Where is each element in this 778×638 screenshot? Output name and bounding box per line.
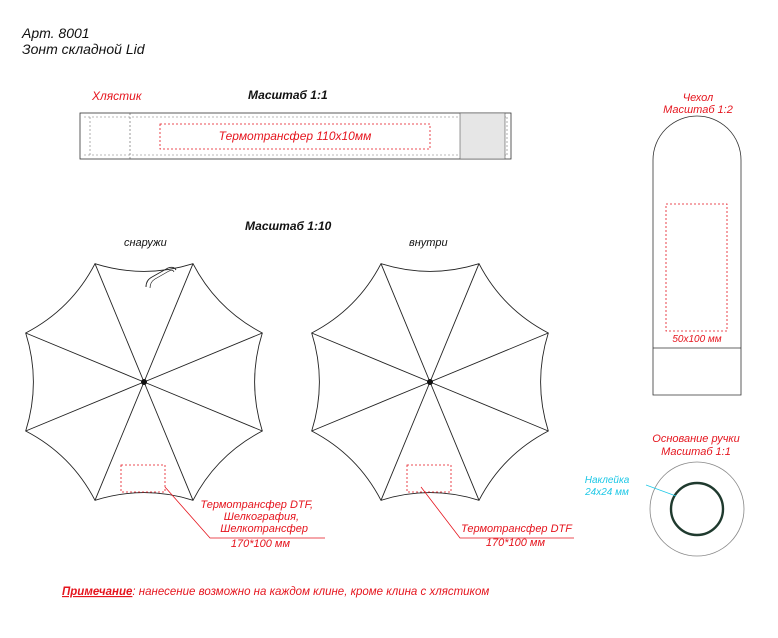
handle-base-drawing (584, 433, 744, 556)
sticker-size: 24х24 мм (585, 487, 629, 498)
outside-method-1: Термотрансфер DTF, (200, 499, 313, 511)
inside-label: внутри (409, 237, 448, 249)
strap-print-label: Термотрансфер 110х10мм (218, 129, 372, 143)
product-name: Зонт складной Lid (22, 41, 145, 57)
cover-print-label: 50х100 мм (672, 334, 722, 345)
inside-size: 170*100 мм (485, 537, 545, 549)
strap-velcro-area (460, 113, 505, 159)
umbrella-inside (312, 237, 574, 549)
header (21, 25, 146, 57)
note-text: : нанесение возможно на каждом клине, кроме клина с хлястиком (132, 586, 490, 598)
canopy-scale: Масштаб 1:10 (245, 219, 332, 233)
note-label: Примечание (62, 586, 133, 598)
inside-center-cap (427, 379, 433, 385)
footer-note (62, 586, 489, 598)
inside-method-1: Термотрансфер DTF (461, 523, 572, 535)
strap-scale: Масштаб 1:1 (248, 88, 328, 102)
handle-title: Основание ручки (652, 433, 740, 445)
outside-label: снаружи (124, 237, 167, 249)
umbrella-outside (26, 237, 325, 550)
strap-drawing (80, 88, 511, 159)
cover-drawing (653, 92, 741, 395)
outside-size: 170*100 мм (230, 538, 290, 550)
handle-base-outer (650, 462, 744, 556)
sticker-label: Наклейка (584, 475, 630, 486)
article-number: Арт. 8001 (22, 25, 90, 41)
handle-scale: Масштаб 1:1 (661, 446, 731, 458)
strap-label: Хлястик (92, 89, 142, 103)
outside-method-3: Шелкотрансфер (220, 523, 308, 535)
cover-scale: Масштаб 1:2 (663, 104, 733, 116)
outside-center-cap (141, 379, 147, 385)
note (62, 586, 489, 598)
outside-method-2: Шелкография, (223, 511, 299, 523)
cover-title: Чехол (682, 92, 714, 104)
